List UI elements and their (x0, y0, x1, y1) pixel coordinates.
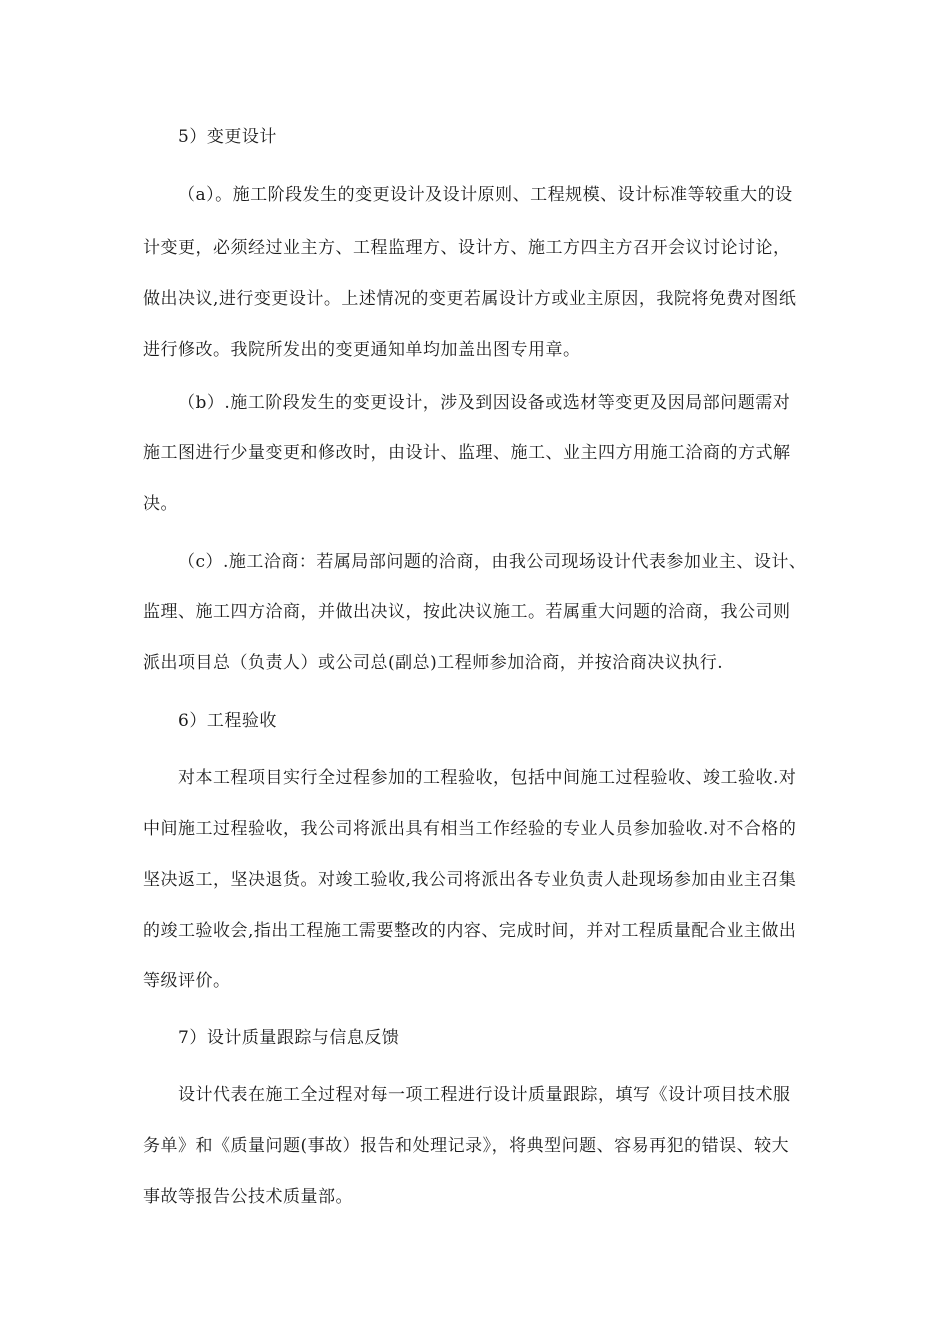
section-6-heading: 6）工程验收 (178, 711, 277, 731)
section-7-heading: 7）设计质量跟踪与信息反馈 (178, 1028, 400, 1048)
section-5a-line-4: 进行修改。我院所发出的变更通知单均加盖出图专用章。 (143, 340, 581, 360)
section-6-line-5: 等级评价。 (143, 971, 231, 991)
section-7-line-1: 设计代表在施工全过程对每一项工程进行设计质量跟踪，填写《设计项目技术服 (178, 1085, 791, 1105)
section-5a-line-1: （a）。施工阶段发生的变更设计及设计原则、工程规模、设计标准等较重大的设 (178, 185, 793, 205)
section-6-line-3: 坚决返工，坚决退货。对竣工验收,我公司将派出各专业负责人赴现场参加由业主召集 (143, 870, 797, 890)
section-5a-line-2: 计变更，必须经过业主方、工程监理方、设计方、施工方四主方召开会议讨论讨论， (143, 238, 791, 258)
section-7-line-2: 务单》和《质量问题(事故）报告和处理记录》，将典型问题、容易再犯的错误、较大 (143, 1136, 790, 1156)
section-5b-line-3: 决。 (143, 494, 178, 514)
section-6-line-2: 中间施工过程验收，我公司将派出具有相当工作经验的专业人员参加验收.对不合格的 (143, 819, 797, 839)
section-6-line-1: 对本工程项目实行全过程参加的工程验收，包括中间施工过程验收、竣工验收.对 (178, 768, 797, 788)
section-5a-line-3: 做出决议,进行变更设计。上述情况的变更若属设计方或业主原因，我院将免费对图纸 (143, 289, 797, 309)
section-7-line-3: 事故等报告公技术质量部。 (143, 1187, 353, 1207)
section-5b-line-1: （b）.施工阶段发生的变更设计，涉及到因设备或选材等变更及因局部问题需对 (178, 393, 791, 413)
section-5b-line-2: 施工图进行少量变更和修改时，由设计、监理、施工、业主四方用施工洽商的方式解 (143, 443, 791, 463)
section-5-heading: 5）变更设计 (178, 127, 277, 147)
section-5c-line-2: 监理、施工四方洽商，并做出决议，按此决议施工。若属重大问题的洽商，我公司则 (143, 602, 791, 622)
section-6-line-4: 的竣工验收会,指出工程施工需要整改的内容、完成时间，并对工程质量配合业主做出 (143, 921, 797, 941)
section-5c-line-1: （c）.施工洽商：若属局部问题的洽商，由我公司现场设计代表参加业主、设计、 (178, 552, 807, 572)
section-5c-line-3: 派出项目总（负责人）或公司总(副总)工程师参加洽商，并按洽商决议执行. (143, 653, 724, 673)
